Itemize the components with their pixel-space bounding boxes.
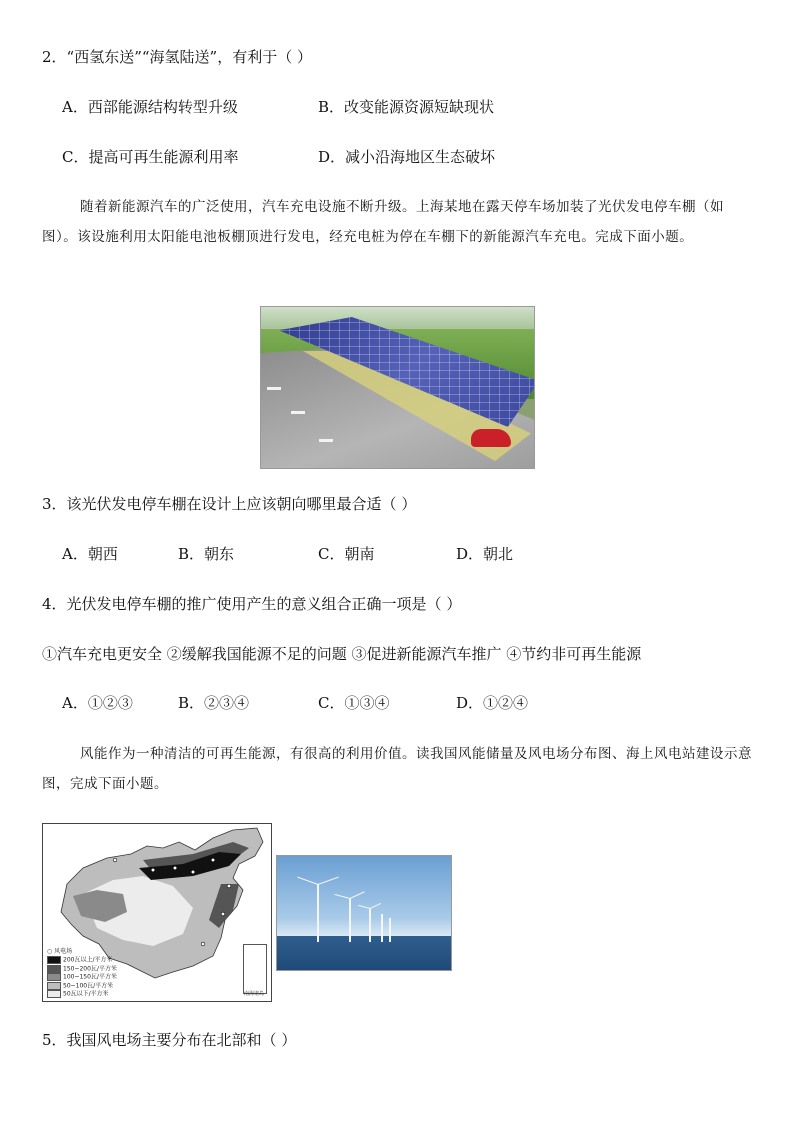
turbine-tower	[389, 918, 391, 942]
legend-item: 150~200瓦/平方米	[47, 965, 117, 974]
passage-wind-energy: 风能作为一种清洁的可再生能源，有很高的利用价值。读我国风能储量及风电场分布图、海上风电站建设示意图，完成下面小题。	[42, 746, 752, 792]
legend-item: 50瓦以下/平方米	[47, 990, 117, 999]
q2-option-d[interactable]: D．减小沿海地区生态破坏	[318, 148, 496, 166]
legend-swatch	[47, 965, 61, 973]
turbine-tower	[349, 898, 351, 942]
q3-option-c[interactable]: C．朝南	[318, 545, 375, 563]
legend-swatch	[47, 982, 61, 990]
road-marking	[291, 411, 305, 414]
question-2-stem: 2．“西氢东送”“海氢陆送”，有利于（ ）	[42, 48, 312, 66]
q4-statements: ①汽车充电更安全 ②缓解我国能源不足的问题 ③促进新能源汽车推广 ④节约非可再生能源	[42, 645, 642, 663]
turbine-blade	[318, 885, 319, 903]
wind-farm-dot	[227, 884, 231, 888]
q4-option-d[interactable]: D．①②④	[456, 694, 529, 712]
q3-option-b[interactable]: B．朝东	[178, 545, 235, 563]
legend-swatch	[47, 956, 61, 964]
turbine-blade	[297, 877, 318, 885]
wind-farm-dot	[113, 858, 117, 862]
q2-option-a[interactable]: A．西部能源结构转型升级	[62, 98, 238, 116]
legend-title: ○ 风电场	[47, 948, 73, 955]
question-4-stem: 4．光伏发电停车棚的推广使用产生的意义组合正确一项是（ ）	[42, 595, 462, 613]
legend-swatch	[47, 973, 61, 981]
q3-option-a[interactable]: A．朝西	[62, 545, 118, 563]
wind-farm-dot	[211, 858, 215, 862]
legend-item: 200瓦以上/平方米	[47, 956, 117, 965]
wind-farm-dot	[173, 866, 177, 870]
q4-option-a[interactable]: A．①②③	[62, 694, 133, 712]
wind-farm-dot	[191, 870, 195, 874]
inset-label: 南海诸岛	[244, 991, 265, 997]
wind-farm-dot	[151, 868, 155, 872]
q4-option-b[interactable]: B．②③④	[178, 694, 250, 712]
legend-item: 50~100瓦/平方米	[47, 982, 117, 991]
question-5-stem: 5．我国风电场主要分布在北部和（ ）	[42, 1031, 297, 1049]
offshore-wind-photo	[276, 855, 452, 971]
photo-sky	[261, 307, 534, 329]
solar-carport-photo	[260, 306, 535, 469]
road-marking	[319, 439, 333, 442]
wind-farm-dot	[221, 912, 225, 916]
q2-option-c[interactable]: C．提高可再生能源利用率	[62, 148, 239, 166]
turbine-blade	[318, 877, 339, 885]
wind-farm-dot	[201, 942, 205, 946]
turbine-tower	[369, 908, 371, 942]
red-car	[471, 429, 511, 447]
road-marking	[267, 387, 281, 390]
legend-item: 100~150瓦/平方米	[47, 973, 117, 982]
q2-option-b[interactable]: B．改变能源资源短缺现状	[318, 98, 495, 116]
china-wind-energy-map	[42, 823, 272, 1002]
turbine-blade	[334, 894, 350, 899]
legend-swatch	[47, 990, 61, 998]
q3-option-d[interactable]: D．朝北	[456, 545, 514, 563]
passage-solar-carport: 随着新能源汽车的广泛使用，汽车充电设施不断升级。上海某地在露天停车场加装了光伏发电停车棚（如图）。该设施利用太阳能电池板棚顶进行发电，经充电桩为停在车棚下的新能源汽车充电。完成下面小题。	[42, 199, 724, 245]
turbine-blade	[370, 903, 381, 909]
q4-option-c[interactable]: C．①③④	[318, 694, 390, 712]
turbine-blade	[358, 905, 370, 909]
turbine-tower	[381, 914, 383, 942]
map-legend	[47, 948, 117, 999]
turbine-blade	[350, 891, 365, 899]
south-china-sea-inset	[243, 944, 267, 994]
question-3-stem: 3．该光伏发电停车棚在设计上应该朝向哪里最合适（ ）	[42, 495, 417, 513]
